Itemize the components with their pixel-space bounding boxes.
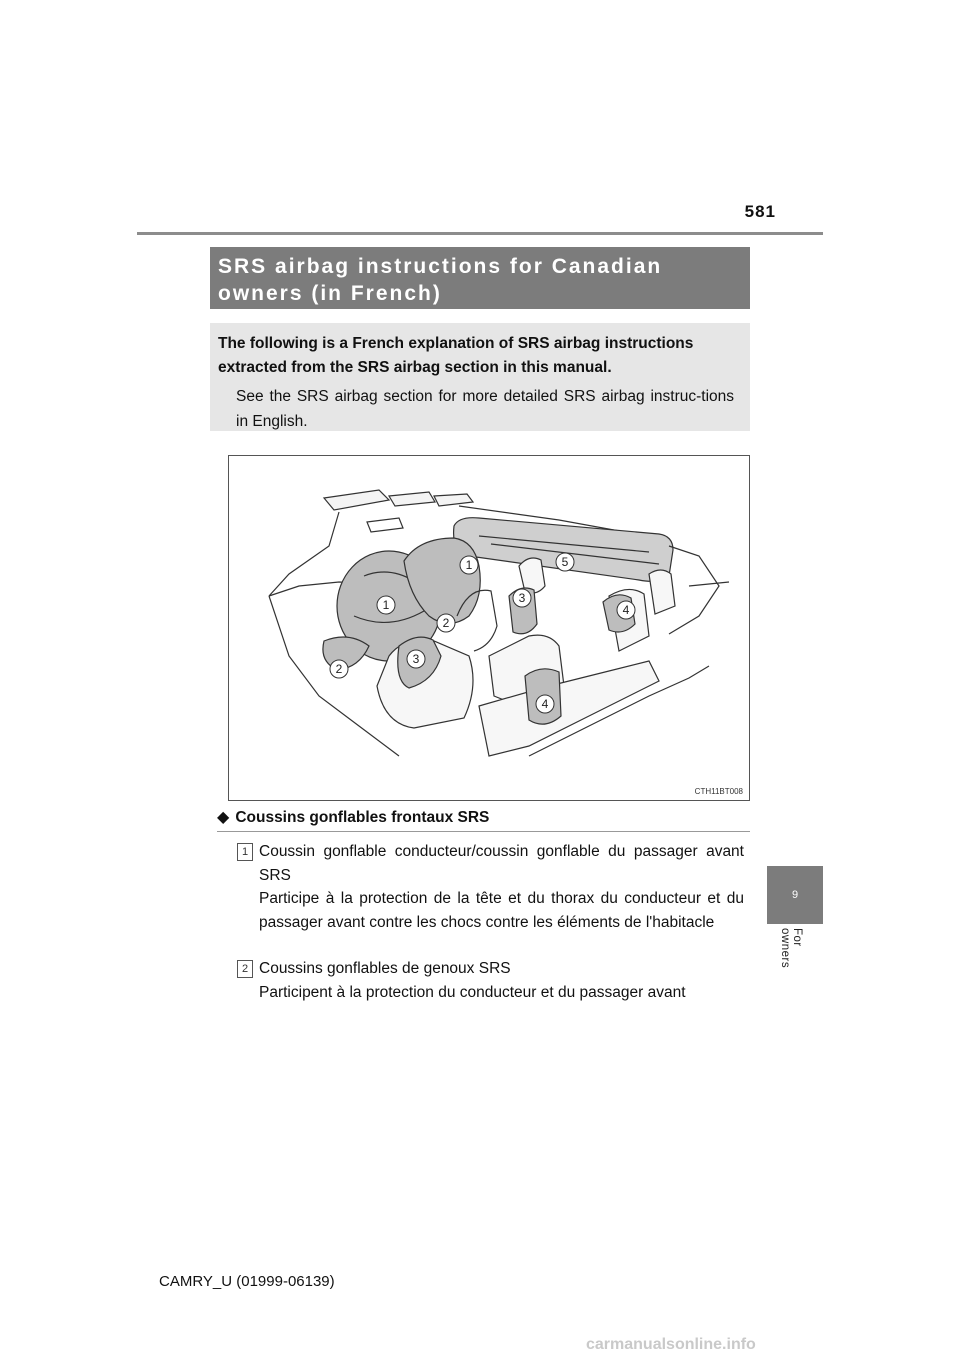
callout-2-driver: 2 — [335, 662, 343, 676]
airbag-diagram-svg — [229, 456, 750, 801]
item-number-2: 2 — [237, 960, 253, 978]
callout-2-passenger: 2 — [442, 616, 450, 630]
header-rule — [137, 232, 823, 235]
intro-normal-text: See the SRS airbag section for more detailed SRS airbag instruc-tions in English. — [236, 388, 734, 430]
subsection-title — [217, 807, 750, 827]
intro-bold-text: The following is a French explanation of SRS airbag instructions extracted from the SRS airbag section in this manual. — [218, 335, 694, 376]
item-2-text — [259, 957, 744, 1004]
item-1-line2: Participe à la protection de la tête et du thorax du conducteur et du passager avant contre les chocs contre les éléments de l'habitacle — [259, 890, 744, 931]
item-number-1: 1 — [237, 843, 253, 861]
callout-5-curtain: 5 — [561, 555, 569, 569]
chapter-tab: 9 — [767, 866, 823, 924]
section-title-line2: owners (in French) — [218, 282, 442, 305]
item-2-line2: Participent à la protection du conducteur et du passager avant — [259, 983, 686, 1001]
section-title-line1: SRS airbag instructions for Canadian — [218, 255, 663, 278]
callout-4-rear-left: 4 — [541, 697, 549, 711]
subsection-rule — [217, 831, 750, 832]
callout-1-passenger: 1 — [465, 558, 473, 572]
section-title — [210, 247, 750, 309]
figure-code: CTH11BT008 — [694, 787, 743, 796]
callout-3-passenger: 3 — [518, 591, 526, 605]
chapter-label: For owners — [779, 928, 803, 969]
item-1-text — [259, 840, 744, 934]
watermark: carmanualsonline.info — [586, 1336, 756, 1353]
intro-box — [210, 323, 750, 431]
footer-model-code: CAMRY_U (01999-06139) — [159, 1273, 335, 1290]
item-1-line1: Coussin gonflable conducteur/coussin gonflable du passager avant SRS — [259, 843, 744, 884]
callout-1-driver: 1 — [382, 598, 390, 612]
diamond-icon: ◆ — [217, 809, 230, 826]
callout-3-driver: 3 — [412, 652, 420, 666]
callout-4-rear-right: 4 — [622, 603, 630, 617]
subsection-title-text: Coussins gonflables frontaux SRS — [235, 809, 490, 826]
item-2-line1: Coussins gonflables de genoux SRS — [259, 960, 511, 977]
list-item-1 — [237, 840, 744, 934]
list-item-2 — [237, 957, 744, 1004]
airbag-diagram — [228, 455, 750, 801]
page-number: 581 — [744, 202, 776, 221]
